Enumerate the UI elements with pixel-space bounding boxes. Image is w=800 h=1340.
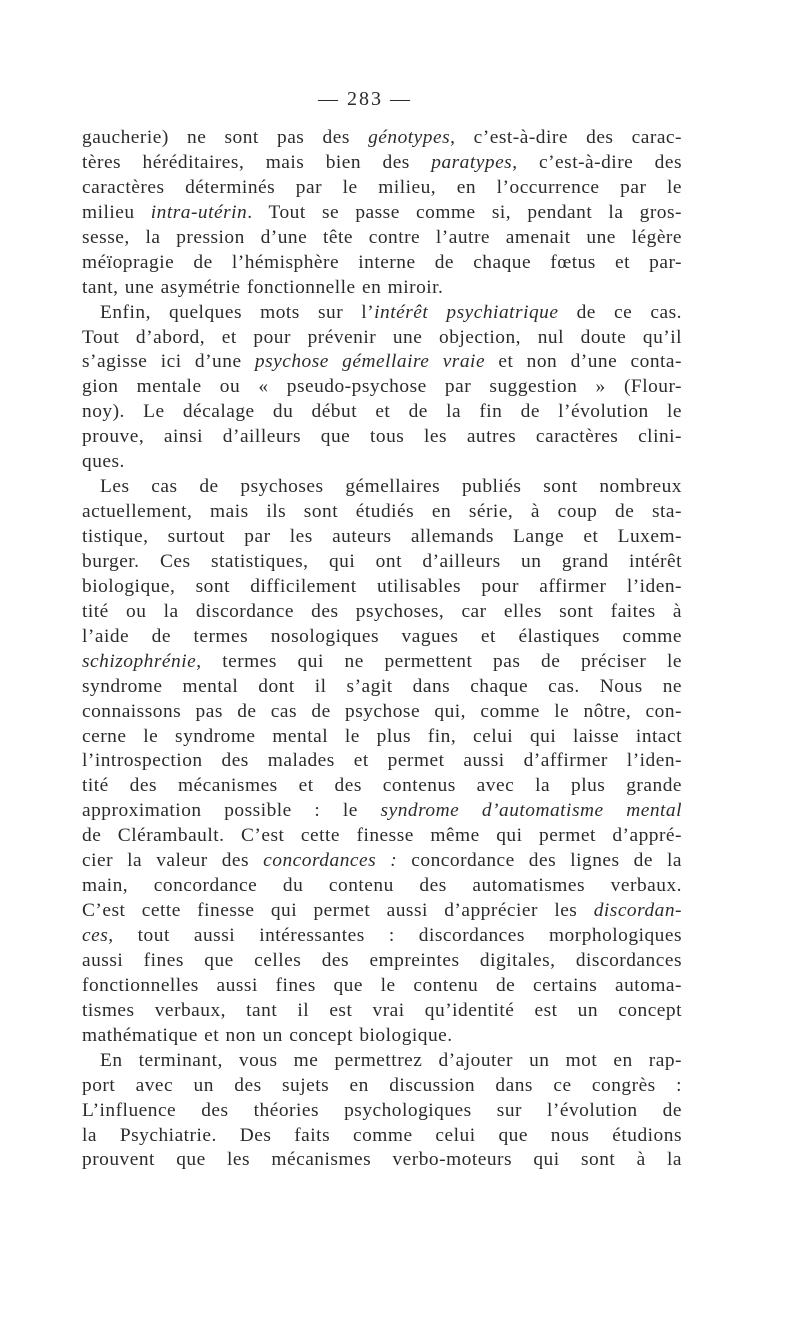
text-line — [82, 675, 682, 700]
text-segment: de Clérambault. C’est cette finesse même qui permet d’appré- — [82, 825, 682, 847]
text-line — [82, 974, 682, 999]
italic-text: syndrome d’automatisme mental — [380, 800, 683, 822]
text-segment: de ce cas. — [558, 301, 682, 323]
text-line — [82, 375, 682, 400]
text-line — [82, 1148, 682, 1173]
text-segment: , c’est-à-dire des carac- — [450, 127, 682, 148]
text-line — [82, 251, 682, 276]
text-line — [82, 874, 682, 899]
italic-text: paratypes — [431, 151, 513, 173]
italic-text: discordan- — [593, 900, 682, 922]
text-line — [82, 550, 682, 575]
text-segment: tères héréditaires, mais bien des — [82, 151, 432, 173]
text-segment: Enfin, quelques mots sur l’ — [100, 301, 375, 323]
text-segment: port avec un des sujets en discussion dans ce congrès : — [82, 1074, 682, 1096]
text-segment: Les cas de psychoses gémellaires publiés sont nombreux — [100, 476, 682, 498]
text-line — [82, 924, 682, 949]
text-line — [82, 1024, 682, 1049]
text-segment: actuellement, mais ils sont étudiés en série, à coup de sta- — [82, 501, 682, 523]
text-line — [82, 201, 682, 226]
text-segment: tité ou la discordance des psychoses, car elles sont faites à — [82, 600, 682, 622]
text-line — [82, 849, 682, 874]
text-segment: concordance des lignes de la — [397, 850, 683, 872]
page-number: — 283 — — [318, 88, 412, 110]
text-line — [82, 725, 682, 750]
text-segment: noy). Le décalage du début et de la fin de l’évolution le — [82, 401, 682, 423]
text-segment: et non d’une conta- — [485, 351, 682, 373]
text-line — [82, 575, 682, 600]
text-segment: Tout d’abord, et pour prévenir une objection, nul doute qu’il — [82, 326, 682, 348]
italic-text: schizophrénie — [82, 650, 197, 672]
text-line — [82, 400, 682, 425]
text-segment: ques. — [82, 451, 125, 473]
text-segment: prouve, ainsi d’ailleurs que tous les autres caractères clini- — [82, 426, 682, 448]
text-segment: fonctionnelles aussi fines que le contenu de certains automa- — [82, 974, 682, 996]
text-segment: burger. Ces statistiques, qui ont d’ailleurs un grand intérêt — [82, 550, 682, 572]
text-segment: méïopragie de l’hémisphère interne de chaque fœtus et par- — [82, 251, 682, 273]
text-line — [82, 1099, 682, 1124]
text-segment: mathématique et non un concept biologique. — [82, 1024, 453, 1046]
text-segment: l’aide de termes nosologiques vagues et élastiques comme — [82, 625, 682, 647]
text-segment: tistique, surtout par les auteurs allemands Lange et Luxem- — [82, 526, 682, 547]
italic-text: génotypes — [368, 127, 451, 148]
text-segment: cier la valeur des — [82, 850, 264, 872]
text-line — [82, 650, 682, 675]
text-line — [82, 949, 682, 974]
text-line — [82, 1049, 682, 1074]
text-segment: , termes qui ne permettent pas de préciser le — [196, 650, 682, 672]
text-segment: syndrome mental dont il s’agit dans chaque cas. Nous ne — [82, 675, 682, 697]
text-segment: connaissons pas de cas de psychose qui, comme le nôtre, con- — [82, 700, 682, 722]
text-line — [82, 1124, 682, 1149]
text-segment: prouvent que les mécanismes verbo-moteurs qui sont à la — [82, 1149, 682, 1171]
text-line — [82, 774, 682, 799]
text-line — [82, 151, 682, 176]
body-text — [82, 126, 682, 1173]
text-line — [82, 799, 682, 824]
text-segment: C’est cette finesse qui permet aussi d’apprécier les — [82, 900, 594, 922]
text-line — [82, 226, 682, 251]
text-line — [82, 475, 682, 500]
text-line — [82, 126, 682, 151]
text-segment: l’introspection des malades et permet aussi d’affirmer l’iden- — [82, 750, 682, 772]
italic-text: ces — [82, 925, 109, 946]
text-segment: sesse, la pression d’une tête contre l’autre amenait une légère — [82, 226, 682, 248]
text-segment: gaucherie) ne sont pas des — [82, 127, 369, 148]
text-segment: , c’est-à-dire des — [512, 151, 682, 173]
text-segment: tant, une asymétrie fonctionnelle en miroir. — [82, 276, 444, 298]
text-segment: tismes verbaux, tant il est vrai qu’identité est un concept — [82, 999, 682, 1021]
text-segment: biologique, sont difficilement utilisables pour affirmer l’iden- — [82, 575, 682, 597]
text-segment: L’influence des théories psychologiques sur l’évolution de — [82, 1099, 682, 1121]
text-segment: main, concordance du contenu des automatismes verbaux. — [82, 875, 682, 897]
text-line — [82, 326, 682, 351]
text-line — [82, 700, 682, 725]
text-line — [82, 176, 682, 201]
text-line — [82, 350, 682, 375]
text-segment: milieu — [82, 201, 151, 223]
text-segment: gion mentale ou « pseudo-psychose par suggestion » (Flour- — [82, 376, 682, 398]
text-line — [82, 450, 682, 475]
text-line — [82, 276, 682, 301]
italic-text: concordances : — [263, 850, 398, 872]
text-segment: . Tout se passe comme si, pendant la gros- — [247, 201, 682, 223]
text-segment: caractères déterminés par le milieu, en l’occurrence par le — [82, 176, 682, 198]
text-segment: tité des mécanismes et des contenus avec la plus grande — [82, 775, 682, 797]
text-line — [82, 500, 682, 525]
text-line — [82, 301, 682, 326]
text-line — [82, 625, 682, 650]
text-line — [82, 999, 682, 1024]
italic-text: psychose gémellaire vraie — [254, 351, 486, 373]
text-segment: s’agisse ici d’une — [82, 351, 255, 373]
text-line — [82, 749, 682, 774]
text-segment: approximation possible : le — [82, 800, 381, 822]
text-line — [82, 1074, 682, 1099]
text-segment: cerne le syndrome mental le plus fin, celui qui laisse intact — [82, 725, 682, 747]
text-line — [82, 600, 682, 625]
italic-text: intra-utérin — [150, 201, 248, 223]
text-line — [82, 525, 682, 550]
text-segment: , tout aussi intéressantes : discordances morphologiques — [108, 925, 682, 946]
text-line — [82, 824, 682, 849]
text-segment: la Psychiatrie. Des faits comme celui que nous étudions — [82, 1124, 682, 1146]
text-line — [82, 425, 682, 450]
italic-text: intérêt psychiatrique — [374, 301, 559, 323]
text-line — [82, 899, 682, 924]
text-segment: aussi fines que celles des empreintes digitales, discordances — [82, 949, 682, 971]
text-segment: En terminant, vous me permettrez d’ajouter un mot en rap- — [100, 1049, 682, 1071]
